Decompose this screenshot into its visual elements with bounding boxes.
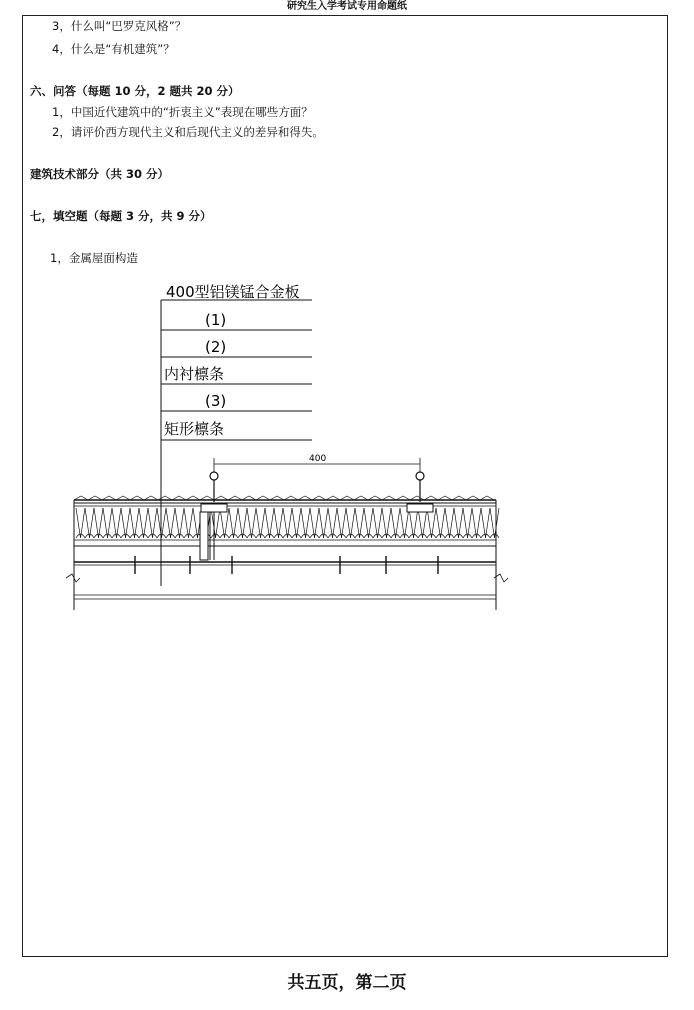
- section-6-question-1: 1，中国近代建筑中的“折衷主义”表现在哪些方面？: [52, 105, 313, 119]
- section-7-question-1: 1，金属屋面构造: [50, 251, 138, 265]
- diagram-label-rect-purlin: 矩形檩条: [164, 420, 225, 438]
- dimension-label: 400: [309, 454, 327, 464]
- section-6-title: 六、问答（每题 10 分，2 题共 20 分）: [30, 84, 240, 98]
- diagram-label-panel: 400型铝镁锰合金板: [166, 283, 300, 301]
- diagram-label-inner-purlin: 内衬檩条: [164, 365, 225, 383]
- section-7-title: 七，填空题（每题 3 分，共 9 分）: [30, 209, 212, 223]
- part-title: 建筑技术部分（共 30 分）: [30, 167, 170, 181]
- section-6-question-2: 2，请评价西方现代主义和后现代主义的差异和得失。: [52, 125, 324, 139]
- page-footer: 共五页，第二页: [287, 973, 407, 993]
- diagram-label-2: (2): [205, 338, 227, 356]
- diagram-label-3: (3): [205, 392, 227, 410]
- diagram-label-1: (1): [205, 311, 227, 329]
- question-4: 4，什么是“有机建筑”？: [52, 42, 175, 56]
- question-3: 3，什么叫“巴罗克风格”？: [52, 19, 187, 33]
- page-header: 研究生入学考试专用命题纸: [287, 1, 407, 12]
